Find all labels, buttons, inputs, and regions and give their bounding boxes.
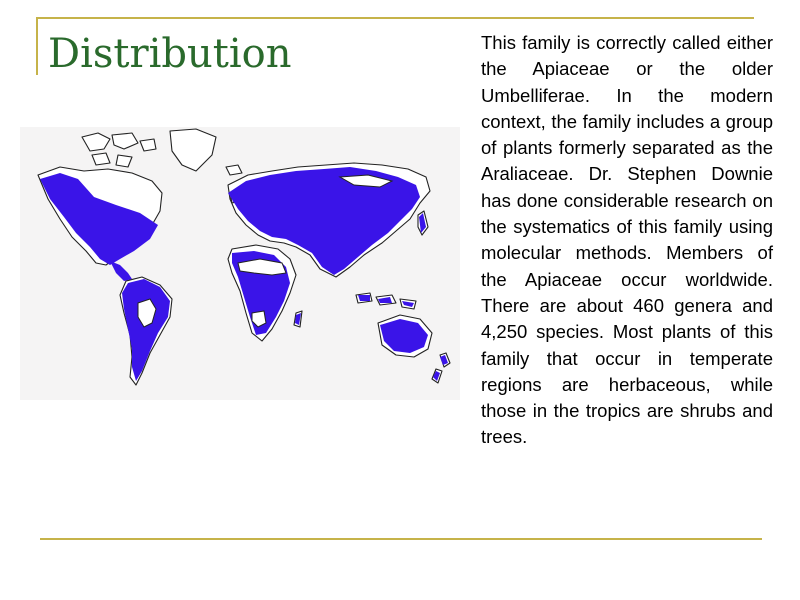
world-map-graphic [20,127,460,400]
distribution-map [20,127,460,400]
bottom-rule [40,538,762,540]
slide-body-text: This family is correctly called either the Apiaceae or the older Umbelliferae. In the modern context, the family includes a group of plants formerly separated as the Araliaceae. Dr. Stephen Downie has done considerable research on the systematics of this family using molecular methods. Members of the Apiaceae occur worldwide. There are about 460 genera and 4,250 species. Most plants of this family that occur in temperate regions are herbaceous, while those in the tropics are shrubs and trees. [481,32,773,448]
slide-title: Distribution [48,31,292,77]
iceland [226,165,242,175]
central-america-range [110,261,132,281]
top-rule [36,17,754,19]
left-rule [36,17,38,75]
arctic-islands [82,133,156,167]
greenland [170,129,216,171]
